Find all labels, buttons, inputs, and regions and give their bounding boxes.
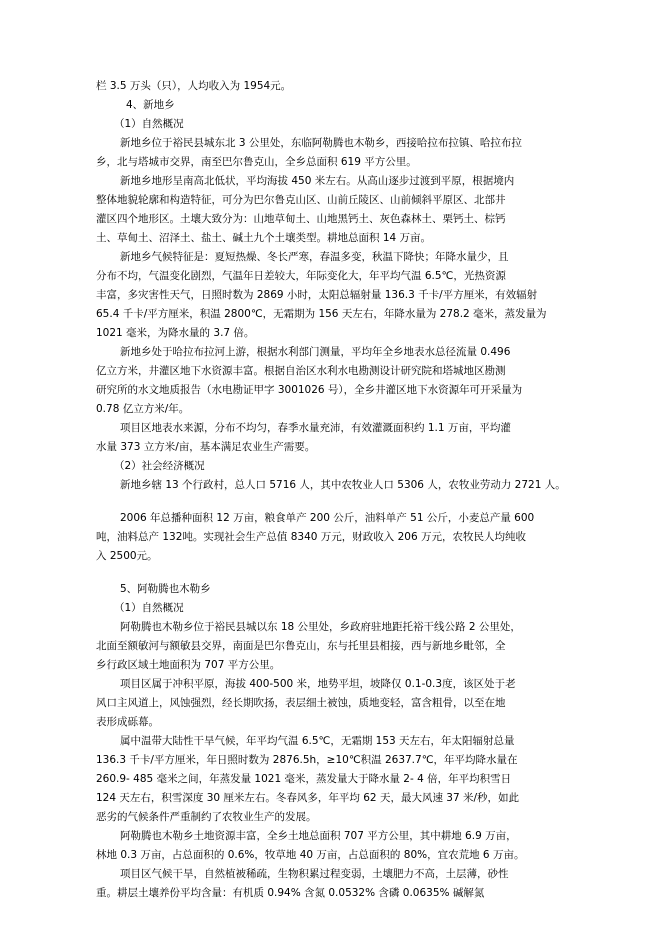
paragraph-line: 水量 373 立方米/亩，基本满足农业生产需要。 bbox=[96, 441, 316, 453]
paragraph-line: 丰富，多灾害性天气，日照时数为 2869 小时，太阳总辐射量 136.3 千卡/平方厘米，有效辐射 bbox=[96, 289, 538, 301]
section-heading-aletengyemule: 5、阿勒腾也木勒乡 bbox=[120, 583, 211, 595]
paragraph-line: 表形成砾幕。 bbox=[96, 716, 159, 728]
paragraph-line: 研究所的水文地质报告（水电勘证甲字 3001026 号），全乡井灌区地下水资源年可开采量为 bbox=[96, 384, 523, 396]
paragraph-line: 项目区地表水来源，分布不均匀，春季水量充沛，有效灌溉面积约 1.1 万亩，平均灌 bbox=[120, 422, 511, 434]
paragraph-line: 0.78 亿立方米/年。 bbox=[96, 403, 190, 415]
paragraph-line: 新地乡处于哈拉布拉河上游，根据水利部门测量，平均年全乡地表水总径流量 0.496 bbox=[120, 346, 511, 358]
subsection-heading: （1）自然概况 bbox=[114, 118, 184, 130]
subsection-heading: （1）自然概况 bbox=[114, 602, 184, 614]
paragraph-line: 土、草甸土、沼泽土、盐土、碱土九个土壤类型。耕地总面积 14 万亩。 bbox=[96, 232, 432, 244]
paragraph-line: 亿立方米，井灌区地下水资源丰富。根据自治区水利水电勘测设计研究院和塔城地区勘测 bbox=[96, 365, 506, 377]
paragraph-line: 1021 毫米，为降水量的 3.7 倍。 bbox=[96, 327, 255, 339]
paragraph-line: 新地乡地形呈南高北低状，平均海拔 450 米左右。从高山逐步过渡到平原，根据境内 bbox=[120, 175, 515, 187]
paragraph-line: 项目区属于冲积平原，海拔 400-500 米，地势平坦，坡降仅 0.1-0.3度，该区处于老 bbox=[120, 678, 516, 690]
paragraph-line: 风口主风道上，风蚀强烈，经长期吹扬，表层细土被蚀，质地变轻，富含粗骨，以至在地 bbox=[96, 697, 506, 709]
paragraph-line: 65.4 千卡/平方厘米，积温 2800℃，无霜期为 156 天左右，年降水量为 278.2 毫米，蒸发量为 bbox=[96, 308, 547, 320]
paragraph-line: 北面至额敏河与额敏县交界，南面是巴尔鲁克山，东与托里县相接，西与新地乡毗邻，全 bbox=[96, 640, 506, 652]
paragraph-line: 阿勒腾也木勒乡位于裕民县城以东 18 公里处，乡政府驻地距托裕干线公路 2 公里处， bbox=[120, 621, 521, 633]
paragraph-line: 分布不均，气温变化剧烈，气温年日差较大，年际变化大，年平均气温 6.5℃，光热资源 bbox=[96, 270, 506, 282]
paragraph-line: 新地乡气候特征是：夏短热燥、冬长严寒，春温多变，秋温下降快；年降水量少，且 bbox=[120, 251, 509, 263]
section-heading-xindi: 4、新地乡 bbox=[126, 99, 175, 111]
paragraph-line: 136.3 千卡/平方厘米，年日照时数为 2876.5h，≥10℃积温 2637.7℃，年平均降水量在 bbox=[96, 754, 518, 766]
paragraph-line: 260.9- 485 毫米之间，年蒸发量 1021 毫米，蒸发量大于降水量 2- 4 倍，年平均积雪日 bbox=[96, 773, 512, 785]
paragraph-line: 灌区四个地形区。土壤大致分为：山地草甸土、山地黑钙土、灰色森林土、栗钙土、棕钙 bbox=[96, 213, 506, 225]
paragraph-line: 属中温带大陆性干旱气候，年平均气温 6.5℃，无霜期 153 天左右，年太阳辐射总量 bbox=[120, 735, 515, 747]
paragraph-line: 阿勒腾也木勒乡土地资源丰富，全乡土地总面积 707 平方公里，其中耕地 6.9 万亩， bbox=[120, 830, 517, 842]
paragraph-line: 新地乡辖 13 个行政村，总人口 5716 人，其中农牧业人口 5306 人，农牧业劳动力 2721 人。 bbox=[120, 479, 566, 491]
paragraph-line: 124 天左右，积雪深度 30 厘米左右。冬春风多，年平均 62 天，最大风速 37 米/秒，如此 bbox=[96, 792, 520, 804]
paragraph-line: 整体地貌轮廓和构造特征，可分为巴尔鲁克山区、山前丘陵区、山前倾斜平原区、北部井 bbox=[96, 194, 506, 206]
paragraph-line: 恶劣的气候条件严重制约了农牧业生产的发展。 bbox=[96, 811, 317, 823]
subsection-heading: （2）社会经济概况 bbox=[114, 460, 205, 472]
paragraph-line: 吨，油料总产 132吨。实现社会生产总值 8340 万元，财政收入 206 万元，农牧民人均纯收 bbox=[96, 531, 526, 543]
paragraph-line: 林地 0.3 万亩，占总面积的 0.6%，牧草地 40 万亩，占总面积的 80%，宜农荒地 6 万亩。 bbox=[96, 849, 525, 861]
paragraph-line: 新地乡位于裕民县城东北 3 公里处，东临阿勒腾也木勒乡，西接哈拉布拉镇、哈拉布拉 bbox=[120, 137, 522, 149]
paragraph-line: 乡行政区域土地面积为 707 平方公里。 bbox=[96, 659, 281, 671]
paragraph-line: 重。耕层土壤养份平均含量：有机质 0.94% 含氮 0.0532% 含磷 0.0635% 碱解氮 bbox=[96, 887, 485, 899]
paragraph-line: 入 2500元。 bbox=[96, 550, 158, 562]
paragraph-line: 2006 年总播种面积 12 万亩，粮食单产 200 公斤，油料单产 51 公斤，小麦总产量 600 bbox=[120, 512, 535, 524]
paragraph-line: 项目区气候干旱，自然植被稀疏，生物积累过程变弱，土壤肥力不高，土层薄，砂性 bbox=[120, 868, 509, 880]
paragraph-line: 栏 3.5 万头（只），人均收入为 1954元。 bbox=[96, 80, 292, 92]
paragraph-line: 乡，北与塔城市交界，南至巴尔鲁克山，全乡总面积 619 平方公里。 bbox=[96, 156, 417, 168]
